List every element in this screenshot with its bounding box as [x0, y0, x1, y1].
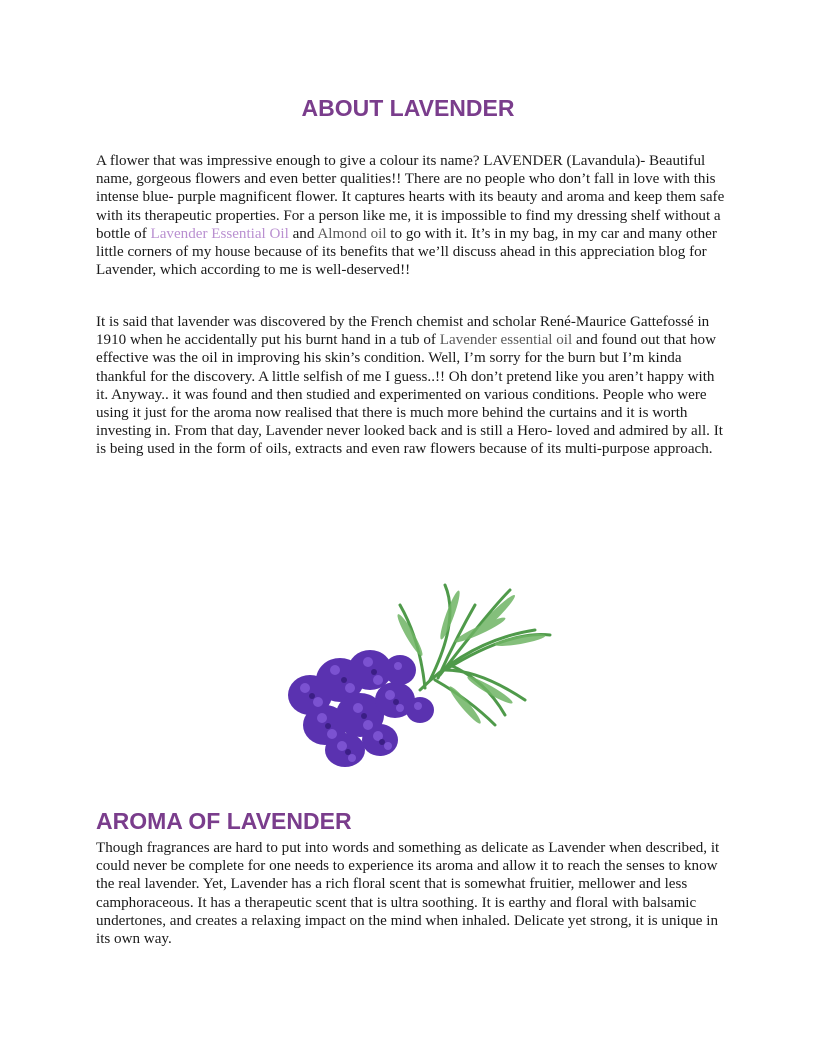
intro-paragraph: [96, 152, 726, 279]
intro-text-3: to go with it. It’s in my bag, in my car and many other little corners of my house because of its benefits that we’ll discuss ahead in this appreciation blog for Lavender, which according to me is well-deserved!!: [96, 225, 717, 279]
history-text-1: It is said that lavender was discovered by the French chemist and scholar René-Maurice Gattefossé in 1910 when he accidentally put his burnt hand in a tub of: [96, 314, 710, 349]
aroma-paragraph: Though fragrances are hard to put into words and something as delicate as Lavender when described, it could never be complete for one needs to experience its aroma and allow it to reach the senses to know the real lavender. Yet, Lavender has a rich floral scent that is somewhat fruitier, mellower and less camphoraceous. It has a therapeutic scent that is ultra soothing. It is earthy and floral with balsamic undertones, and creates a relaxing impact on the mind when inhaled. Delicate yet strong, it is unique in its own way.: [96, 840, 720, 948]
history-paragraph: [96, 313, 726, 459]
intro-text-2: and: [288, 225, 318, 242]
lavender-essential-oil-link[interactable]: Lavender Essential Oil: [150, 225, 289, 242]
lavender-sprig-image: [270, 520, 570, 800]
page-title: ABOUT LAVENDER: [301, 95, 515, 121]
lavender-essential-oil-link-2[interactable]: Lavender essential oil: [439, 332, 573, 349]
aroma-heading: AROMA OF LAVENDER: [96, 808, 352, 834]
intro-text-1: A flower that was impressive enough to give a colour its name? LAVENDER (Lavandula)- Beautiful name, gorgeous flowers and even better qualities!! There are no people who don’t fall in love with this intense blue- purple magnificent flower. It captures hearts with its beauty and aroma and keep them safe with its therapeutic properties. For a person like me, it is impossible to find my dressing shelf without a bottle of: [96, 153, 725, 242]
lavender-illustration: [270, 520, 570, 800]
almond-oil-link[interactable]: Almond oil: [317, 225, 387, 242]
history-text-2: and found out that how effective was the oil in improving his skin’s condition. Well, I’m sorry for the burn but I’m kinda thankful for the discovery. A little selfish of me I guess..!! Oh don’t pretend like you aren’t happy with it. Anyway.. it was found and then studied and experimented on various conditions. People who were using it just for the aroma now realised that there is much more behind the curtains and it is worth investing in. From that day, Lavender never looked back and is still a Hero- loved and admired by all. It is being used in the form of oils, extracts and even raw flowers because of its multi-purpose approach.: [96, 332, 723, 458]
